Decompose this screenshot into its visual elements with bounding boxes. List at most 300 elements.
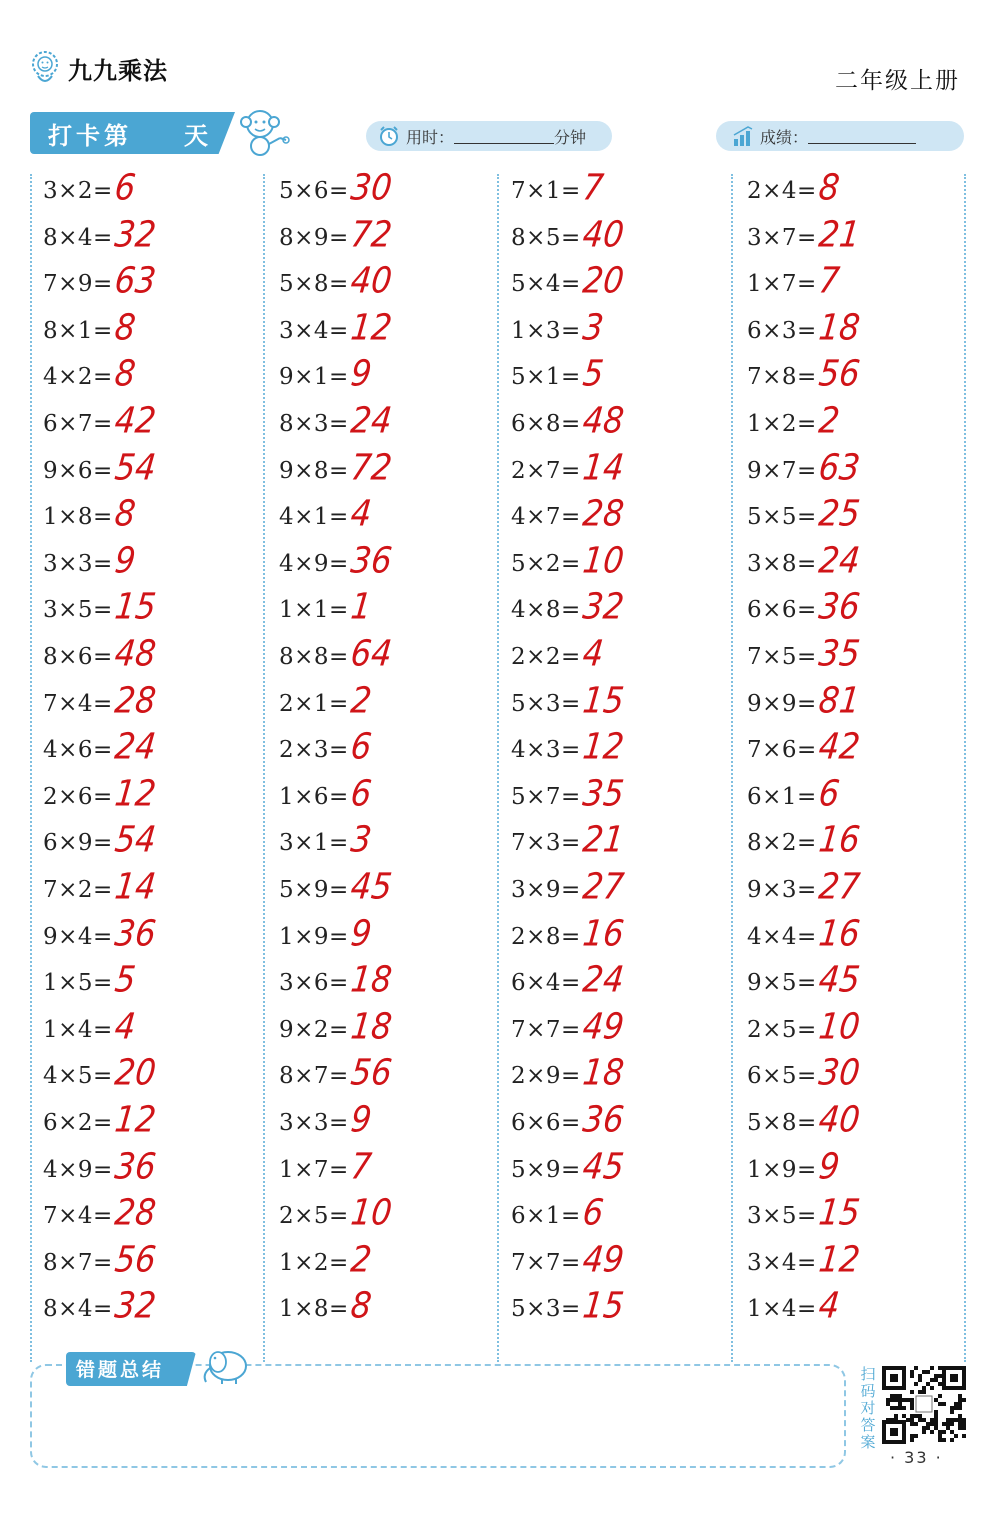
handwritten-answer[interactable]: 6 (348, 771, 374, 815)
handwritten-answer[interactable]: 28 (112, 678, 158, 721)
problem-row (279, 212, 394, 261)
problem-row (511, 398, 626, 447)
equation-text: 1×6= (279, 783, 349, 810)
equation-text: 4×2= (43, 364, 113, 391)
problem-row (747, 1190, 862, 1239)
equation-text: 5×3= (511, 690, 581, 717)
checkin-label: 打卡第 (48, 122, 132, 150)
problem-row (43, 258, 158, 307)
handwritten-answer[interactable]: 6 (112, 165, 138, 209)
problem-row (511, 1286, 624, 1332)
problem-row (279, 724, 374, 773)
equation-text: 6×2= (43, 1110, 113, 1136)
equation-text: 6×8= (511, 411, 581, 437)
handwritten-answer[interactable]: 12 (112, 771, 158, 815)
equation-text: 7×5= (747, 644, 817, 670)
handwritten-answer[interactable]: 40 (348, 258, 394, 302)
equation-text: 6×4= (511, 970, 581, 997)
problem-row (43, 305, 138, 354)
series-header (30, 50, 168, 86)
equation-text: 3×4= (279, 317, 349, 344)
handwritten-answer[interactable]: 4 (816, 1284, 842, 1327)
handwritten-answer[interactable]: 2 (816, 398, 842, 442)
handwritten-answer[interactable]: 6 (580, 1190, 606, 1234)
handwritten-answer[interactable]: 8 (816, 165, 842, 209)
handwritten-answer[interactable]: 8 (112, 491, 138, 535)
problem-row (279, 258, 394, 307)
equation-text: 7×7= (511, 1249, 581, 1276)
checkin-day-suffix: 天 (184, 122, 208, 150)
problem-row (279, 445, 394, 494)
problem-row (511, 724, 626, 773)
handwritten-answer[interactable]: 45 (816, 957, 862, 1001)
handwritten-answer[interactable]: 16 (580, 911, 626, 954)
equation-text: 9×6= (43, 457, 113, 484)
handwritten-answer[interactable]: 9 (348, 1097, 374, 1141)
equation-text: 1×3= (511, 317, 581, 344)
handwritten-answer[interactable]: 36 (112, 911, 158, 954)
equation-text: 2×3= (279, 737, 349, 764)
problem-row (747, 398, 842, 447)
problem-row (747, 1284, 842, 1332)
problem-row (511, 631, 606, 680)
handwritten-answer[interactable]: 30 (348, 165, 394, 209)
equation-text: 4×5= (43, 1063, 113, 1090)
handwritten-answer[interactable]: 7 (348, 1144, 374, 1187)
problem-row (43, 1144, 158, 1193)
handwritten-answer[interactable]: 18 (816, 305, 862, 349)
problem-row (747, 258, 842, 307)
problem-row (43, 1053, 156, 1099)
problem-row (279, 631, 394, 680)
equation-text: 1×1= (279, 597, 349, 624)
problem-row (279, 491, 374, 540)
handwritten-answer[interactable]: 12 (580, 724, 626, 768)
equation-text: 3×8= (747, 550, 817, 577)
problem-row (511, 1237, 626, 1286)
handwritten-answer[interactable]: 7 (580, 165, 606, 209)
equation-text: 1×8= (43, 504, 113, 531)
handwritten-answer[interactable]: 20 (112, 1051, 158, 1094)
equation-text: 2×6= (43, 783, 113, 810)
problem-row (747, 724, 862, 773)
problem-row (747, 1004, 862, 1053)
handwritten-answer[interactable]: 21 (580, 818, 626, 861)
equation-text: 3×4= (747, 1249, 817, 1276)
handwritten-answer[interactable]: 14 (580, 445, 626, 488)
handwritten-answer[interactable]: 27 (816, 864, 862, 908)
problem-row (511, 538, 626, 587)
time-input-line[interactable] (454, 128, 554, 144)
handwritten-answer[interactable]: 56 (112, 1237, 158, 1281)
handwritten-answer[interactable]: 20 (580, 258, 626, 302)
problem-row (511, 165, 606, 214)
equation-text: 1×2= (279, 1249, 349, 1276)
handwritten-answer[interactable]: 6 (348, 724, 374, 768)
problem-row (43, 864, 158, 913)
handwritten-answer[interactable]: 54 (112, 445, 158, 488)
problem-row (43, 1237, 158, 1286)
equation-text: 1×7= (279, 1156, 349, 1183)
problem-row (279, 1284, 374, 1332)
handwritten-answer[interactable]: 4 (348, 491, 374, 535)
handwritten-answer[interactable]: 27 (580, 864, 626, 908)
equation-text: 9×1= (279, 364, 349, 391)
equation-text: 4×8= (511, 597, 581, 624)
handwritten-answer[interactable]: 36 (816, 585, 862, 628)
page-number: · 33 · (890, 1448, 943, 1467)
equation-text: 2×5= (747, 1016, 817, 1043)
handwritten-answer[interactable]: 10 (348, 1190, 394, 1234)
handwritten-answer[interactable]: 3 (348, 818, 374, 861)
problem-row (279, 1190, 394, 1239)
problem-row (43, 538, 138, 587)
problem-row (279, 352, 374, 400)
handwritten-answer[interactable]: 12 (112, 1097, 158, 1141)
problem-row (511, 864, 626, 913)
handwritten-answer[interactable]: 24 (112, 724, 158, 768)
equation-text: 6×1= (747, 783, 817, 810)
handwritten-answer[interactable]: 14 (112, 864, 158, 908)
equation-text: 3×7= (747, 224, 817, 251)
handwritten-answer[interactable]: 81 (816, 678, 862, 721)
problem-row (747, 305, 862, 354)
handwritten-answer[interactable]: 24 (816, 538, 862, 582)
equation-text: 8×3= (279, 411, 349, 437)
problem-row (511, 352, 606, 400)
handwritten-answer[interactable]: 4 (580, 631, 606, 675)
equation-text: 5×4= (511, 271, 581, 298)
problem-row (279, 957, 394, 1006)
equation-text: 7×3= (511, 830, 581, 857)
handwritten-answer[interactable]: 10 (580, 538, 626, 582)
problem-row (511, 957, 626, 1006)
problem-row (43, 165, 138, 214)
equation-text: 7×4= (43, 1203, 113, 1230)
handwritten-answer[interactable]: 25 (816, 491, 862, 535)
equation-text: 4×9= (279, 550, 349, 577)
equation-text: 5×2= (511, 550, 581, 577)
problem-row (279, 864, 394, 913)
equation-text: 5×8= (279, 271, 349, 298)
equation-text: 9×9= (747, 690, 817, 717)
problem-row (747, 631, 862, 680)
handwritten-answer[interactable]: 36 (348, 538, 394, 582)
handwritten-answer[interactable]: 9 (348, 911, 374, 954)
equation-text: 2×8= (511, 923, 581, 950)
handwritten-answer[interactable]: 12 (816, 1237, 862, 1281)
equation-text: 8×1= (43, 317, 113, 344)
equation-text: 6×9= (43, 830, 113, 857)
equation-text: 5×5= (747, 504, 817, 531)
problem-row (747, 445, 862, 494)
problem-row (511, 1097, 626, 1146)
handwritten-answer[interactable]: 3 (580, 305, 606, 349)
equation-text: 7×9= (43, 271, 113, 298)
equation-text: 9×2= (279, 1016, 349, 1043)
problem-row (511, 1144, 626, 1193)
problem-row (747, 165, 842, 214)
handwritten-answer[interactable]: 36 (580, 1097, 626, 1141)
equation-text: 3×1= (279, 830, 349, 857)
problem-row (747, 1237, 862, 1286)
equation-text: 7×4= (43, 690, 113, 717)
score-label: 成绩： (760, 127, 809, 147)
problem-row (747, 212, 862, 261)
problem-row (747, 587, 860, 633)
problem-row (279, 585, 374, 633)
equation-text: 6×6= (511, 1110, 581, 1136)
problem-row (279, 1237, 374, 1286)
equation-text: 8×5= (511, 224, 581, 251)
equation-text: 2×9= (511, 1063, 581, 1090)
equation-text: 8×4= (43, 224, 113, 251)
handwritten-answer[interactable]: 36 (112, 1144, 158, 1187)
qr-code-icon[interactable] (882, 1366, 966, 1444)
handwritten-answer[interactable]: 35 (580, 771, 626, 815)
handwritten-answer[interactable]: 15 (580, 1284, 626, 1327)
handwritten-answer[interactable]: 72 (348, 445, 394, 488)
score-input-line[interactable] (808, 128, 916, 144)
time-label: 用时： (406, 127, 455, 147)
handwritten-answer[interactable]: 10 (816, 1004, 862, 1048)
problem-row (43, 724, 158, 773)
problem-row (747, 771, 842, 820)
equation-text: 1×2= (747, 411, 817, 437)
handwritten-answer[interactable]: 7 (816, 258, 842, 302)
problem-row (511, 305, 606, 354)
equation-text: 5×9= (511, 1156, 581, 1183)
handwritten-answer[interactable]: 40 (580, 212, 626, 255)
equation-text: 8×9= (279, 224, 349, 251)
equation-text: 7×8= (747, 364, 817, 391)
handwritten-answer[interactable]: 15 (816, 1190, 862, 1234)
equation-text: 8×6= (43, 644, 113, 670)
equation-text: 2×2= (511, 644, 581, 670)
handwritten-answer[interactable]: 54 (112, 818, 158, 861)
handwritten-answer[interactable]: 4 (112, 1004, 138, 1048)
equation-text: 6×5= (747, 1063, 817, 1090)
handwritten-answer[interactable]: 5 (112, 957, 138, 1001)
problem-row (43, 631, 158, 680)
handwritten-answer[interactable]: 8 (112, 305, 138, 349)
equation-text: 7×6= (747, 737, 817, 764)
equation-text: 4×6= (43, 737, 113, 764)
handwritten-answer[interactable]: 64 (348, 631, 394, 675)
alarm-clock-icon (378, 125, 400, 147)
handwritten-answer[interactable]: 49 (580, 1237, 626, 1281)
problem-row (43, 1286, 156, 1332)
equation-text: 9×4= (43, 923, 113, 950)
handwritten-answer[interactable]: 49 (580, 1004, 626, 1048)
handwritten-answer[interactable]: 8 (348, 1284, 374, 1327)
equation-text: 7×1= (511, 178, 581, 204)
handwritten-answer[interactable]: 9 (816, 1144, 842, 1187)
equation-text: 5×3= (511, 1296, 581, 1323)
handwritten-answer[interactable]: 40 (816, 1097, 862, 1141)
handwritten-answer[interactable]: 2 (348, 678, 374, 721)
handwritten-answer[interactable]: 28 (580, 491, 626, 535)
handwritten-answer[interactable]: 18 (348, 957, 394, 1001)
equation-text: 2×4= (747, 178, 817, 204)
problem-row (43, 491, 138, 540)
problem-row (747, 491, 862, 540)
equation-text: 6×6= (747, 597, 817, 624)
handwritten-answer[interactable]: 16 (816, 818, 862, 861)
problem-row (747, 1053, 860, 1099)
equation-text: 1×5= (43, 970, 113, 997)
problem-row (43, 911, 158, 960)
problem-row (279, 1053, 392, 1099)
problem-row (43, 445, 158, 494)
handwritten-answer[interactable]: 42 (112, 398, 158, 442)
problem-row (511, 1053, 624, 1099)
handwritten-answer[interactable]: 24 (348, 398, 394, 442)
equation-text: 8×8= (279, 644, 349, 670)
handwritten-answer[interactable]: 32 (112, 212, 158, 255)
summary-label: 错题总结 (76, 1359, 165, 1381)
grade-label: 二年级上册 (835, 68, 960, 94)
handwritten-answer[interactable]: 8 (112, 352, 138, 395)
equation-text: 6×1= (511, 1203, 581, 1230)
problem-row (43, 1190, 158, 1239)
problem-row (43, 1004, 138, 1053)
handwritten-answer[interactable]: 21 (816, 212, 862, 255)
equation-text: 1×4= (747, 1296, 817, 1323)
equation-text: 8×7= (279, 1063, 349, 1090)
handwritten-answer[interactable]: 45 (348, 864, 394, 908)
equation-text: 4×3= (511, 737, 581, 764)
handwritten-answer[interactable]: 32 (112, 1284, 158, 1327)
equation-text: 3×6= (279, 970, 349, 997)
problem-row (747, 1097, 862, 1146)
handwritten-answer[interactable]: 72 (348, 212, 394, 255)
problem-row (43, 212, 158, 261)
bar-chart-icon (732, 125, 754, 147)
problem-row (511, 911, 626, 960)
column-divider (263, 174, 265, 1362)
problem-row (747, 538, 862, 587)
handwritten-answer[interactable]: 15 (112, 585, 158, 628)
handwritten-answer[interactable]: 2 (348, 1237, 374, 1281)
problem-row (279, 165, 394, 214)
handwritten-answer[interactable]: 15 (580, 678, 626, 721)
equation-text: 1×4= (43, 1016, 113, 1043)
handwritten-answer[interactable]: 48 (580, 398, 626, 442)
equation-text: 8×7= (43, 1249, 113, 1276)
handwritten-answer[interactable]: 28 (112, 1190, 158, 1234)
handwritten-answer[interactable]: 18 (348, 1004, 394, 1048)
equation-text: 8×2= (747, 830, 817, 857)
problem-row (511, 771, 626, 820)
equation-text: 5×7= (511, 783, 581, 810)
monkey-icon (236, 106, 290, 158)
problem-row (279, 1004, 394, 1053)
problem-row (279, 398, 394, 447)
equation-text: 5×8= (747, 1110, 817, 1136)
series-title: 九九乘法 (68, 56, 168, 85)
handwritten-answer[interactable]: 6 (816, 771, 842, 815)
problem-row (511, 820, 624, 866)
equation-text: 3×9= (511, 877, 581, 903)
handwritten-answer[interactable]: 45 (580, 1144, 626, 1187)
problem-row (747, 678, 862, 727)
handwritten-answer[interactable]: 16 (816, 911, 862, 954)
equation-text: 2×5= (279, 1203, 349, 1230)
problem-row (279, 911, 374, 960)
equation-text: 9×3= (747, 877, 817, 903)
problem-row (43, 820, 156, 866)
problem-row (511, 258, 626, 307)
handwritten-answer[interactable]: 24 (580, 957, 626, 1001)
problem-row (511, 678, 626, 727)
equation-text: 6×7= (43, 411, 113, 437)
handwritten-answer[interactable]: 9 (348, 352, 374, 395)
equation-text: 5×1= (511, 364, 581, 391)
handwritten-answer[interactable]: 35 (816, 631, 862, 675)
handwritten-answer[interactable]: 5 (580, 352, 606, 395)
problem-row (43, 352, 138, 400)
time-field (366, 121, 612, 151)
problem-row (511, 1190, 606, 1239)
column-divider (497, 174, 499, 1362)
handwritten-answer[interactable]: 48 (112, 631, 158, 675)
equation-text: 6×3= (747, 317, 817, 344)
handwritten-answer[interactable]: 32 (580, 585, 626, 628)
problem-row (279, 1144, 374, 1193)
handwritten-answer[interactable]: 42 (816, 724, 862, 768)
time-unit: 分钟 (554, 127, 587, 147)
problem-row (511, 587, 624, 633)
problem-row (747, 911, 862, 960)
problem-row (43, 398, 158, 447)
problem-row (511, 491, 626, 540)
handwritten-answer[interactable]: 30 (816, 1051, 862, 1094)
equation-text: 1×9= (279, 923, 349, 950)
problem-row (43, 771, 158, 820)
handwritten-answer[interactable]: 1 (348, 585, 374, 628)
elephant-icon (198, 1346, 252, 1386)
equation-text: 3×2= (43, 178, 113, 204)
handwritten-answer[interactable]: 18 (580, 1051, 626, 1094)
equation-text: 3×5= (747, 1203, 817, 1230)
equation-text: 4×4= (747, 923, 817, 950)
equation-text: 3×3= (279, 1110, 349, 1136)
problem-row (747, 957, 862, 1006)
equation-text: 9×8= (279, 457, 349, 484)
handwritten-answer[interactable]: 56 (348, 1051, 394, 1094)
problem-row (279, 771, 374, 820)
equation-text: 2×1= (279, 690, 349, 717)
equation-text: 3×5= (43, 597, 113, 624)
problem-row (43, 678, 158, 727)
handwritten-answer[interactable]: 63 (112, 258, 158, 302)
equation-text: 2×7= (511, 457, 581, 484)
handwritten-answer[interactable]: 56 (816, 352, 862, 395)
problem-row (43, 1097, 158, 1146)
equation-text: 4×9= (43, 1156, 113, 1183)
problem-row (511, 1004, 626, 1053)
score-field (716, 121, 964, 151)
handwritten-answer[interactable]: 63 (816, 445, 862, 488)
handwritten-answer[interactable]: 12 (348, 305, 394, 349)
qr-caption: 扫码对答案 (860, 1365, 876, 1451)
problem-row (747, 354, 860, 400)
equation-text: 7×7= (511, 1016, 581, 1043)
handwritten-answer[interactable]: 9 (112, 538, 138, 582)
problem-row (279, 305, 394, 354)
equation-text: 9×5= (747, 970, 817, 997)
